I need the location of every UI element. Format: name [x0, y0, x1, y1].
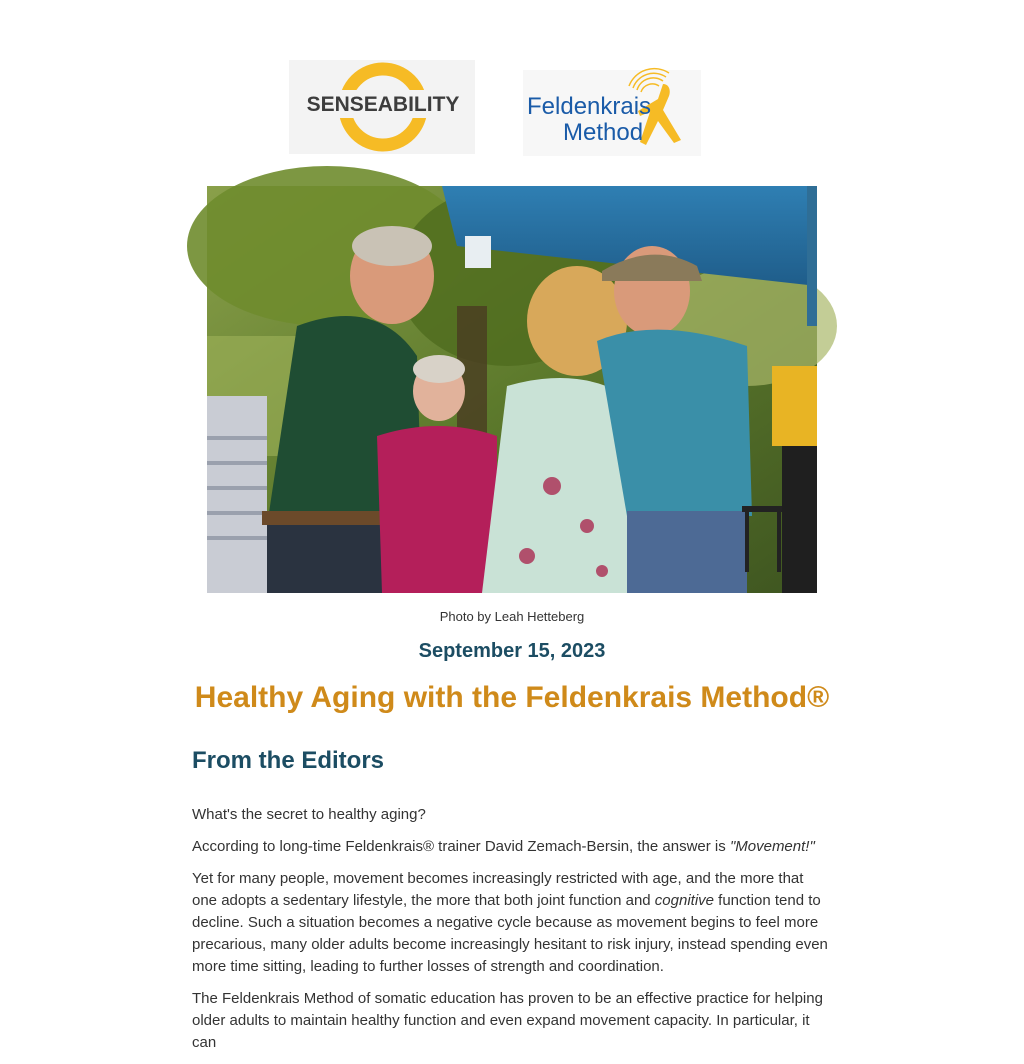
paragraph-intro-question: What's the secret to healthy aging? [192, 806, 426, 823]
paragraph-method-benefits: The Feldenkrais Method of somatic education has proven to be an effective practice for helping older adults to maintain healthy function and even expand movement capacity. In particular, it can [192, 990, 823, 1051]
cognitive-emphasis: cognitive [654, 892, 714, 909]
photo-image [207, 186, 817, 593]
logo-row [0, 60, 1024, 156]
decline-text-b: function tend to decline. Such a situation becomes a negative cycle because as movement begins to feel more precarious, many older adults become increasingly hesitant to risk injury, instead spending even more time sitting, leading to further losses of strength and coordination. [192, 892, 828, 975]
trainer-quote-text: According to long-time Feldenkrais® trainer David Zemach-Bersin, the answer is [192, 838, 730, 855]
newsletter-date: September 15, 2023 [418, 640, 606, 662]
movement-quote: "Movement!" [729, 838, 815, 855]
feldenkrais-logo-line1: Feldenkrais [527, 93, 652, 120]
header-photo [207, 186, 817, 593]
photo-caption: Photo by Leah Hetteberg [439, 609, 585, 624]
paragraph-trainer-quote [192, 836, 832, 858]
paragraph-decline-cycle [192, 868, 832, 978]
section-title: From the Editors [192, 747, 385, 774]
feldenkrais-logo[interactable] [523, 70, 701, 156]
feldenkrais-logo-line2: Method [563, 119, 644, 146]
senseability-logo-text: SENSEABILITY [306, 93, 460, 116]
senseability-logo[interactable] [289, 60, 475, 154]
decline-text-a: Yet for many people, movement becomes increasingly restricted with age, and the more that one adopts a sedentary lifestyle, the more that both joint function and [192, 870, 804, 909]
article-body [192, 804, 832, 1064]
newsletter-headline: Healthy Aging with the Feldenkrais Method® [194, 681, 830, 714]
